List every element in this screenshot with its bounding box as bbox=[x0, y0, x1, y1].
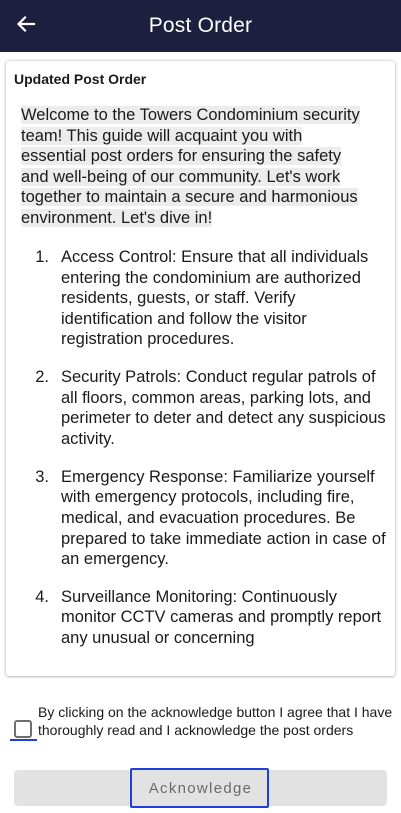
acknowledge-checkbox[interactable] bbox=[14, 720, 32, 738]
list-item bbox=[21, 247, 387, 350]
list-item-number: 3. bbox=[35, 467, 49, 486]
list-item-text: Security Patrols: Conduct regular patrols of all floors, common areas, parking lots, and perimeter to deter and detect any suspicious activity. bbox=[61, 368, 386, 448]
page-title: Post Order bbox=[148, 14, 253, 37]
intro-line: environment. Let's dive in! bbox=[21, 208, 213, 227]
intro-line: and well-being of our community. Let's work bbox=[21, 167, 341, 186]
back-button[interactable] bbox=[12, 10, 40, 38]
list-item bbox=[21, 587, 387, 649]
list-item-number: 1. bbox=[35, 248, 49, 266]
list-item bbox=[21, 367, 387, 449]
list-item-text: Surveillance Monitoring: Continuously monitor CCTV cameras and promptly report any unusual or concerning bbox=[61, 587, 382, 648]
list-item-number: 4. bbox=[35, 587, 49, 606]
intro-line: essential post orders for ensuring the safety bbox=[21, 147, 342, 166]
intro-line: Welcome to the Towers Condominium security bbox=[21, 106, 360, 124]
acknowledge-button[interactable] bbox=[14, 770, 387, 806]
arrow-left-icon bbox=[16, 14, 36, 34]
acknowledge-button-label: Acknowledge bbox=[148, 779, 253, 797]
post-order-list bbox=[21, 247, 387, 666]
list-item-number: 2. bbox=[35, 368, 49, 387]
post-order-card[interactable] bbox=[6, 61, 395, 676]
list-item-text: Access Control: Ensure that all individuals entering the condominium are authorized residents, guests, or staff. Verify identification and follow the visitor registration procedures. bbox=[61, 248, 369, 349]
acknowledge-text: By clicking on the acknowledge button I agree that I have thoroughly read and I acknowledge the post orders bbox=[38, 704, 393, 738]
app-header bbox=[0, 0, 401, 52]
card-title: Updated Post Order bbox=[14, 71, 147, 87]
list-item bbox=[21, 467, 387, 570]
intro-paragraph bbox=[21, 105, 387, 229]
acknowledge-row bbox=[10, 703, 395, 757]
intro-line: together to maintain a secure and harmonious bbox=[21, 188, 358, 207]
intro-line: team! This guide will acquaint you with bbox=[21, 126, 303, 145]
list-item-text: Emergency Response: Familiarize yourself with emergency protocols, including fire, medical, and evacuation procedures. Be prepared to take immediate action in case of an emergency. bbox=[61, 467, 386, 569]
checkbox-focus-indicator bbox=[10, 739, 37, 741]
